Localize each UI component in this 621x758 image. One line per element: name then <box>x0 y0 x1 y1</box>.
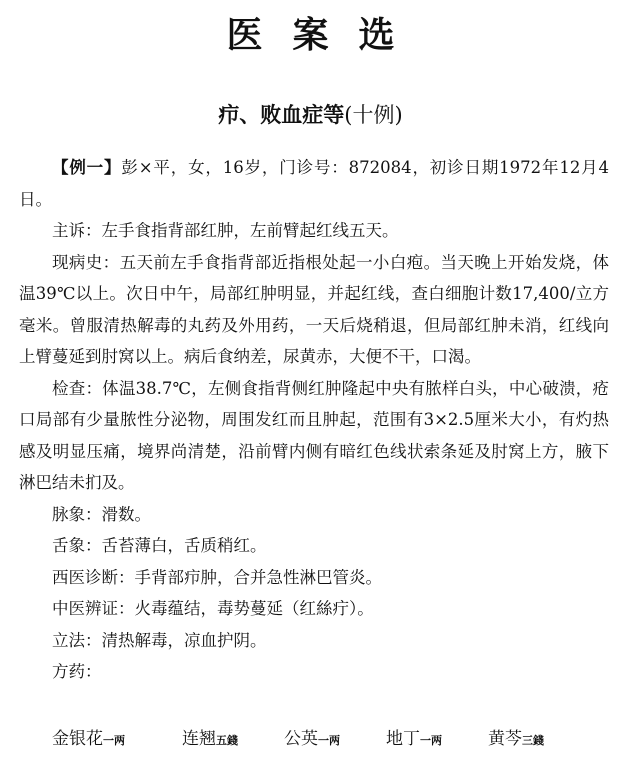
examination: 检查：体温38.7℃，左侧食指背侧红肿隆起中央有脓样白头，中心破溃，疮口局部有少量脓性分泌物，周围发红而且肿起，范围有3×2.5厘米大小，有灼热感及明显压痛，境界尚清楚，沿前臂内侧有暗红色线状索条延及肘窝上方，腋下淋巴结未扪及。 <box>19 378 609 492</box>
herb-item <box>386 724 442 756</box>
chief-complaint: 主诉：左手食指背部红肿，左前臂起红线五天。 <box>52 221 399 240</box>
prescription-list <box>52 724 612 754</box>
herb-item <box>182 724 238 756</box>
herb-dose: 三錢 <box>522 734 544 747</box>
herb-dose: 一两 <box>420 734 442 747</box>
tcm-diagnosis: 中医辨证：火毒蕴结，毒势蔓延（红絲疔）。 <box>52 599 374 618</box>
section-title-text: 疖、败血症等 <box>218 102 345 127</box>
present-history: 现病史：五天前左手食指背部近指根处起一小白疱。当天晚上开始发烧，体温39℃以上。次日中午，局部红肿明显，并起红线，查白细胞计数17,400/立方毫米。曾服清热解毒的丸药及外用药，一天后烧稍退，但局部红肿未消，红线向上臂蔓延到肘窝以上。病后食纳差，尿黄赤，大便不干，口渴。 <box>19 252 609 366</box>
case-label: 【例一】 <box>52 158 122 177</box>
herb-dose: 五錢 <box>216 734 238 747</box>
herb-name: 公英 <box>284 729 318 749</box>
herb-name: 金银花 <box>52 729 103 749</box>
herb-name: 地丁 <box>386 729 420 749</box>
case-body <box>19 152 609 688</box>
tongue: 舌象：舌苔薄白，舌质稍红。 <box>52 536 267 555</box>
case-header-text: 彭×平，女，16岁，门诊号：872084，初诊日期1972年12月4日。 <box>19 158 610 209</box>
case-header <box>19 152 609 215</box>
western-diagnosis: 西医诊断：手背部疖肿，合并急性淋巴管炎。 <box>52 567 382 587</box>
herb-name: 黄芩 <box>488 729 522 749</box>
herb-item <box>284 724 340 756</box>
page-title: 医案选 <box>226 14 425 56</box>
section-title <box>0 100 621 130</box>
herb-item <box>488 724 544 756</box>
herb-name: 连翘 <box>182 729 216 749</box>
herb-dose: 一两 <box>103 734 125 747</box>
treatment-method: 立法：清热解毒，凉血护阴。 <box>52 630 267 650</box>
section-case-count: (十例) <box>344 103 403 127</box>
herb-dose: 一两 <box>318 734 340 747</box>
herb-item <box>52 724 125 756</box>
pulse: 脉象：滑数。 <box>52 504 151 524</box>
prescription-label: 方药： <box>52 662 102 681</box>
